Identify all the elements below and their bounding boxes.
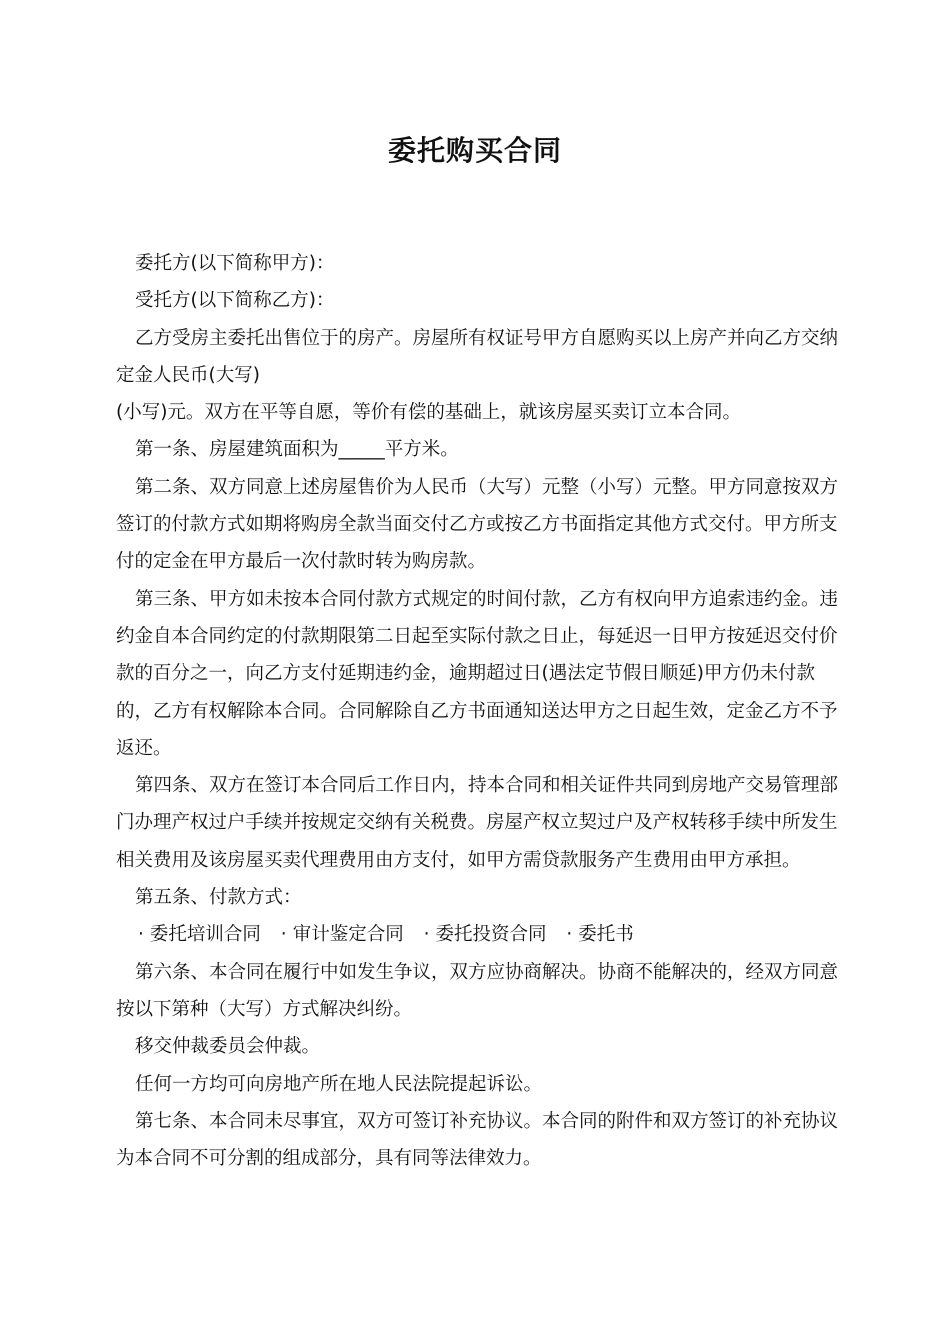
dispute-option-litigation: 任何一方均可向房地产所在地人民法院提起诉讼。 (135, 1073, 543, 1095)
bullet-icon: · (138, 924, 144, 946)
bullet-icon: · (566, 924, 573, 946)
clause-3: 第三条、甲方如未按本合同付款方式规定的时间付款，乙方有权向甲方追索违约金。违约金自本合同约定的付款期限第二日起至实际付款之日止，每延迟一日甲方按延迟交付价款的百分之一，向乙方支付延期违约金，逾期超过日(遇法定节假日顺延)甲方仍未付款的，乙方有权解除本合同。合同解除自乙方书面通知送达甲方之日起生效，定金乙方不予返还。 (116, 588, 839, 759)
related-link-item[interactable] (424, 916, 547, 953)
related-link-item[interactable] (566, 916, 633, 953)
paragraph-party-b: 受托方(以下简称乙方)： (135, 290, 335, 312)
related-link-label[interactable]: 委托书 (578, 924, 634, 946)
clause-4: 第四条、双方在签订本合同后工作日内，持本合同和相关证件共同到房地产交易管理部门办理产权过户手续并按规定交纳有关税费。房屋产权立契过户及产权转移手续中所发生相关费用及该房屋买卖代理费用由方支付，如甲方需贷款服务产生费用由甲方承担。 (116, 775, 839, 871)
clause-6: 第六条、本合同在履行中如发生争议，双方应协商解决。协商不能解决的，经双方同意按以下第种（大写）方式解决纠纷。 (116, 961, 839, 1020)
related-link-item[interactable] (138, 916, 261, 953)
related-link-label[interactable]: 委托培训合同 (149, 924, 261, 946)
related-links-list (116, 916, 840, 953)
related-link-label[interactable]: 委托投资合同 (435, 924, 547, 946)
bullet-icon: · (280, 924, 287, 946)
bullet-icon: · (423, 924, 430, 946)
clause-2: 第二条、双方同意上述房屋售价为人民币（大写）元整（小写）元整。甲方同意按双方签订的付款方式如期将购房全款当面交付乙方或按乙方书面指定其他方式交付。甲方所支付的定金在甲方最后一次付款时转为购房款。 (116, 476, 839, 573)
paragraph-party-a: 委托方(以下简称甲方)： (135, 253, 335, 274)
paragraph-deposit-amount: (小写)元。双方在平等自愿，等价有偿的基础上，就该房屋买卖订立本合同。 (116, 402, 741, 424)
related-link-label[interactable]: 审计鉴定合同 (292, 924, 404, 946)
clause-1: 第一条、房屋建筑面积为_____平方米。 (135, 439, 459, 461)
clause-5: 第五条、付款方式： (135, 887, 302, 909)
clause-7: 第七条、本合同未尽事宜，双方可签订补充协议。本合同的附件和双方签订的补充协议为本合同不可分割的组成部分，具有同等法律效力。 (116, 1110, 839, 1170)
related-link-item[interactable] (281, 916, 404, 953)
paragraph-deposit: 乙方受房主委托出售位于的房产。房屋所有权证号甲方自愿购买以上房产并向乙方交纳定金人民币(大写) (116, 327, 839, 386)
document-body (116, 245, 840, 1177)
document-title: 委托购买合同 (387, 134, 562, 167)
dispute-option-arbitration: 移交仲裁委员会仲裁。 (135, 1036, 321, 1058)
